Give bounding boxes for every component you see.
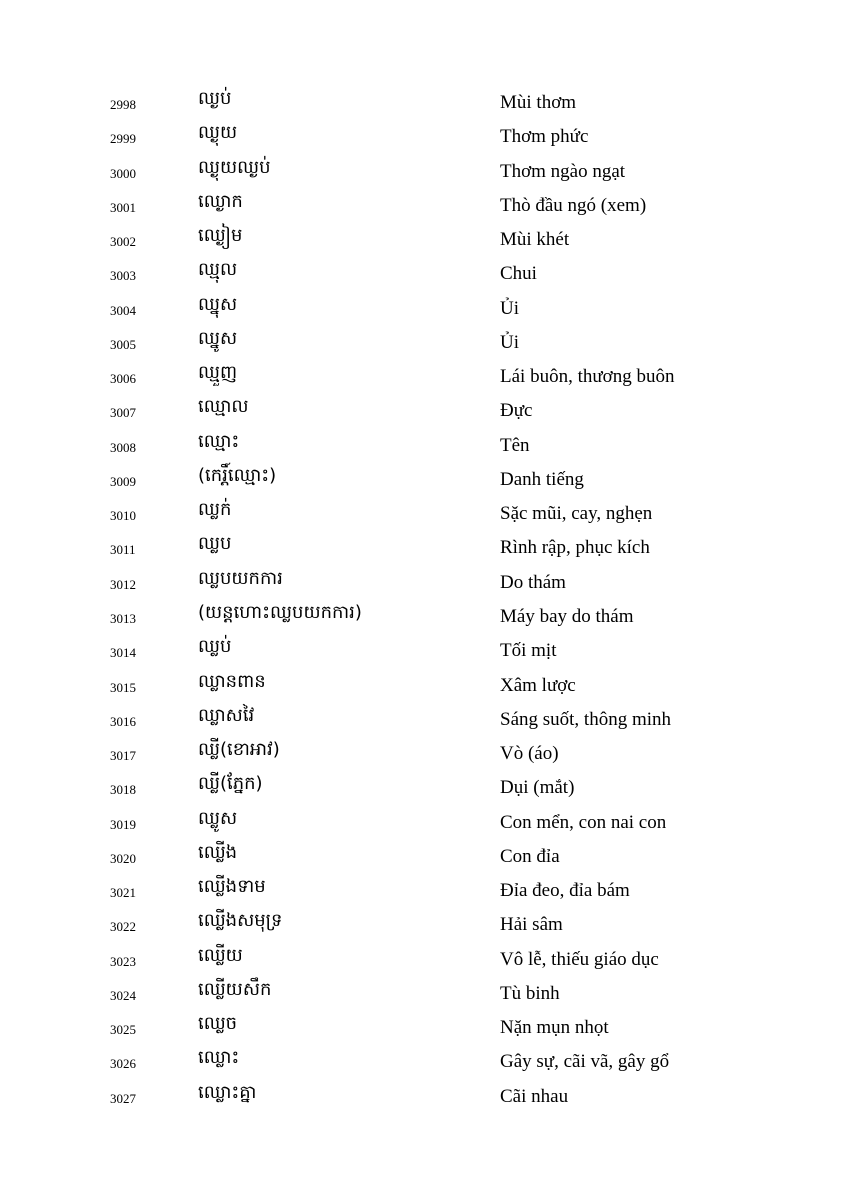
- entry-row: [0, 429, 848, 463]
- vietnamese-translation: Con đỉa: [500, 845, 560, 867]
- entry-row: [0, 943, 848, 977]
- khmer-word: ឈ្លី(ភ្នែក): [198, 773, 263, 795]
- vietnamese-translation: Hải sâm: [500, 914, 563, 936]
- entry-number: 3002: [110, 234, 136, 250]
- vietnamese-translation: Đỉa đeo, đỉa bám: [500, 880, 630, 902]
- entry-number: 3012: [110, 576, 136, 592]
- khmer-word: ឈ្លាសវៃ: [198, 704, 255, 726]
- entry-row: [0, 840, 848, 874]
- vietnamese-translation: Do thám: [500, 571, 566, 593]
- khmer-word: ឈ្លើងទាម: [198, 876, 266, 898]
- khmer-word: ឈ្នុស: [198, 293, 238, 315]
- khmer-word: ឈ្លេច: [198, 1013, 238, 1035]
- vietnamese-translation: Nặn mụn nhọt: [500, 1017, 609, 1039]
- entry-row: [0, 703, 848, 737]
- khmer-word: ឈ្លូស: [198, 807, 238, 829]
- khmer-word: ឈ្ងប់: [198, 88, 232, 109]
- vietnamese-translation: Sáng suốt, thông minh: [500, 708, 672, 730]
- entry-row: [0, 600, 848, 634]
- vietnamese-translation: Tên: [500, 434, 530, 456]
- entry-row: [0, 497, 848, 531]
- entry-row: [0, 120, 848, 154]
- entry-row: [0, 669, 848, 703]
- vietnamese-translation: Máy bay do thám: [500, 605, 634, 627]
- entry-number: 3010: [110, 508, 136, 524]
- entry-number: 3016: [110, 713, 136, 729]
- entry-number: 3009: [110, 473, 136, 489]
- vietnamese-translation: Vô lễ, thiếu giáo dục: [500, 948, 659, 970]
- khmer-word: ឈ្លក់: [198, 499, 232, 521]
- entry-row: [0, 394, 848, 428]
- khmer-word: (កេរ្តិ៍ឈ្មោះ): [198, 464, 277, 486]
- vietnamese-translation: Xâm lược: [500, 674, 576, 696]
- entry-number: 3023: [110, 953, 136, 969]
- khmer-word: ឈ្មួញ: [198, 362, 238, 384]
- entry-number: 3019: [110, 816, 136, 832]
- entry-number: 3003: [110, 268, 136, 284]
- entry-number: 3008: [110, 439, 136, 455]
- entry-number: 2998: [110, 97, 136, 112]
- khmer-word: ឈ្លើង: [198, 841, 238, 863]
- entry-number: 3014: [110, 645, 136, 661]
- khmer-word: ឈ្មោះ: [198, 430, 240, 452]
- entry-row: [0, 257, 848, 291]
- entry-number: 3020: [110, 850, 136, 866]
- khmer-word: (យន្តហោះឈ្លបយកការ): [198, 601, 362, 623]
- entry-row: [0, 463, 848, 497]
- khmer-word: ឈ្លបយកការ: [198, 567, 283, 589]
- vietnamese-translation: Vò (áo): [500, 743, 559, 765]
- entry-row: [0, 1080, 848, 1114]
- entry-number: 3017: [110, 748, 136, 764]
- entry-row: [0, 86, 848, 120]
- entry-row: [0, 806, 848, 840]
- khmer-word: ឈ្ងៀម: [198, 225, 243, 247]
- vietnamese-translation: Con mển, con nai con: [500, 811, 667, 833]
- khmer-word: ឈ្មោល: [198, 396, 249, 418]
- vietnamese-translation: Gây sự, cãi vã, gây gổ: [500, 1051, 670, 1073]
- entry-number: 3022: [110, 919, 136, 935]
- entry-row: [0, 531, 848, 565]
- vietnamese-translation: Mùi khét: [500, 229, 570, 251]
- khmer-word: ឈ្ងុយឈ្ងប់: [198, 156, 271, 178]
- khmer-word: ឈ្នូស: [198, 327, 238, 349]
- entry-list: [0, 86, 848, 1114]
- entry-row: [0, 189, 848, 223]
- entry-number: 3027: [110, 1090, 136, 1106]
- khmer-word: ឈ្មុល: [198, 259, 238, 281]
- entry-number: 2999: [110, 131, 136, 147]
- khmer-word: ឈ្ងុយ: [198, 122, 238, 144]
- entry-number: 3004: [110, 302, 136, 318]
- entry-number: 3000: [110, 165, 136, 181]
- vietnamese-translation: Chui: [500, 263, 537, 285]
- entry-row: [0, 737, 848, 771]
- entry-number: 3025: [110, 1022, 136, 1038]
- entry-number: 3024: [110, 987, 136, 1003]
- entry-row: [0, 977, 848, 1011]
- vietnamese-translation: Ủi: [500, 331, 519, 353]
- entry-row: [0, 908, 848, 942]
- entry-number: 3011: [110, 542, 136, 558]
- khmer-word: ឈ្លើយ: [198, 944, 243, 966]
- entry-row: [0, 566, 848, 600]
- entry-number: 3026: [110, 1056, 136, 1072]
- vietnamese-translation: Đực: [500, 400, 533, 422]
- entry-number: 3005: [110, 336, 136, 352]
- vietnamese-translation: Tù binh: [500, 982, 560, 1004]
- vietnamese-translation: Dụi (mắt): [500, 777, 575, 799]
- entry-number: 3006: [110, 371, 136, 387]
- vietnamese-translation: Cãi nhau: [500, 1085, 569, 1107]
- entry-row: [0, 326, 848, 360]
- khmer-word: ឈ្លី(ខោអាវ): [198, 739, 280, 761]
- khmer-word: ឈ្លោះគ្នា: [198, 1081, 257, 1103]
- entry-row: [0, 292, 848, 326]
- entry-row: [0, 874, 848, 908]
- entry-row: [0, 223, 848, 257]
- vietnamese-translation: Thò đầu ngó (xem): [500, 194, 647, 216]
- entry-row: [0, 1045, 848, 1079]
- entry-number: 3001: [110, 199, 136, 215]
- entry-number: 3021: [110, 885, 136, 901]
- vietnamese-translation: Thơm ngào ngạt: [500, 160, 626, 182]
- vietnamese-translation: Mùi thơm: [500, 92, 577, 113]
- khmer-word: ឈ្លានពាន: [198, 670, 266, 692]
- khmer-word: ឈ្លប: [198, 533, 232, 555]
- vietnamese-translation: Tối mịt: [500, 640, 557, 662]
- entry-row: [0, 360, 848, 394]
- entry-row: [0, 155, 848, 189]
- vietnamese-translation: Rình rập, phục kích: [500, 537, 650, 559]
- khmer-word: ឈ្ងោក: [198, 190, 243, 212]
- entry-row: [0, 1011, 848, 1045]
- vietnamese-translation: Danh tiếng: [500, 468, 584, 490]
- entry-row: [0, 771, 848, 805]
- khmer-word: ឈ្លើយសឹក: [198, 978, 272, 1000]
- vietnamese-translation: Lái buôn, thương buôn: [500, 366, 675, 388]
- vietnamese-translation: Sặc mũi, cay, nghẹn: [500, 503, 653, 525]
- khmer-word: ឈ្លើងសមុទ្រ: [198, 910, 283, 932]
- vietnamese-translation: Thơm phức: [500, 126, 589, 148]
- entry-row: [0, 634, 848, 668]
- khmer-word: ឈ្លប់: [198, 636, 232, 658]
- khmer-word: ឈ្លោះ: [198, 1047, 240, 1069]
- entry-number: 3018: [110, 782, 136, 798]
- vietnamese-translation: Ủi: [500, 297, 519, 319]
- entry-number: 3015: [110, 679, 136, 695]
- entry-number: 3007: [110, 405, 136, 421]
- entry-number: 3013: [110, 610, 136, 626]
